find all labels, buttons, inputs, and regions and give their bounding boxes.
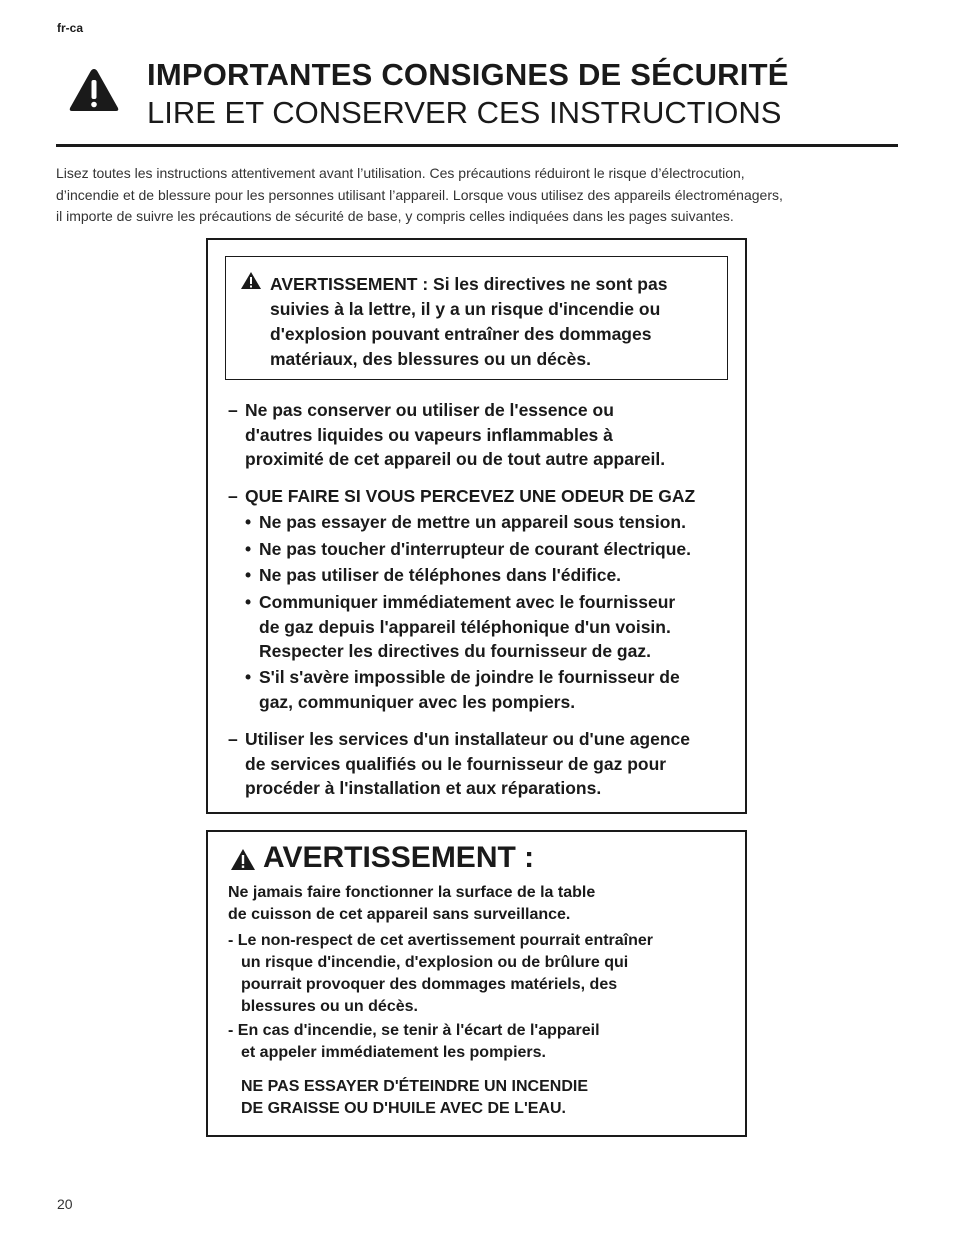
text-line: - Le non-respect de cet avertissement pourrait entraîner — [228, 932, 654, 949]
text-line: et appeler immédiatement les pompiers. — [241, 1044, 546, 1061]
text-line: DE GRAISSE OU D'HUILE AVEC DE L'EAU. — [241, 1100, 566, 1117]
dash-marker: – — [228, 400, 238, 420]
dash-item-installer — [228, 727, 690, 801]
page-number: 20 — [57, 1196, 73, 1212]
text-line: Ne jamais faire fonctionner la surface de la table — [228, 884, 596, 901]
page-subtitle: LIRE ET CONSERVER CES INSTRUCTIONS — [147, 95, 782, 130]
dash-item-gasoline — [228, 398, 665, 472]
cooktop-caps-warning — [241, 1076, 588, 1120]
intro-line: d’incendie et de blessure pour les personnes utilisant l’appareil. Lorsque vous utilisez des appareils électroménagers, — [56, 186, 783, 203]
intro-line: il importe de suivre les précautions de sécurité de base, y compris celles indiquées dans les pages suivantes. — [56, 208, 734, 224]
intro-paragraph — [56, 163, 902, 228]
warning-callout — [225, 256, 728, 380]
bullet-item — [245, 665, 680, 714]
bullet-marker: • — [245, 512, 252, 532]
item-line: procéder à l'installation et aux réparations. — [245, 778, 602, 798]
bullet-line: S'il s'avère impossible de joindre le fournisseur de — [259, 667, 680, 687]
dash-item-gas-smell — [228, 484, 695, 509]
callout-line: suivies à la lettre, il y a un risque d'incendie ou — [270, 299, 661, 319]
bullet-line: Ne pas toucher d'interrupteur de courant électrique. — [259, 539, 692, 559]
header-divider — [56, 144, 898, 147]
cooktop-warning-box — [206, 830, 747, 1137]
dash-marker: – — [228, 486, 238, 506]
bullet-marker: • — [245, 565, 252, 585]
locale-label: fr-ca — [57, 21, 84, 35]
text-line: pourrait provoquer des dommages matériels, des — [241, 976, 618, 993]
callout-line: matériaux, des blessures ou un décès. — [270, 349, 591, 369]
bullet-line: Respecter les directives du fournisseur de gaz. — [259, 641, 651, 661]
item-line: Utiliser les services d'un installateur ou d'une agence — [245, 729, 691, 749]
cooktop-item-consequence — [228, 930, 653, 1018]
warning-triangle-icon — [240, 271, 262, 290]
callout-line: AVERTISSEMENT : Si les directives ne sont pas — [270, 274, 668, 294]
bullet-item — [245, 563, 621, 588]
text-line: blessures ou un décès. — [241, 998, 418, 1015]
item-heading: QUE FAIRE SI VOUS PERCEVEZ UNE ODEUR DE GAZ — [245, 486, 696, 506]
bullet-item — [245, 590, 675, 664]
text-line: un risque d'incendie, d'explosion ou de brûlure qui — [241, 954, 629, 971]
cooktop-item-fire — [228, 1020, 600, 1064]
item-line: Ne pas conserver ou utiliser de l'essence ou — [245, 400, 614, 420]
warning-callout-text — [270, 272, 667, 372]
dash-marker: – — [228, 729, 238, 749]
item-line: de services qualifiés ou le fournisseur de gaz pour — [245, 753, 667, 774]
gas-warning-box — [206, 238, 747, 814]
bullet-item — [245, 510, 686, 535]
warning-heading: AVERTISSEMENT : — [263, 841, 535, 874]
bullet-line: Ne pas essayer de mettre un appareil sous tension. — [259, 512, 686, 532]
bullet-marker: • — [245, 592, 252, 612]
bullet-line: gaz, communiquer avec les pompiers. — [259, 691, 576, 712]
bullet-line: de gaz depuis l'appareil téléphonique d'un voisin. — [259, 616, 671, 637]
item-line: d'autres liquides ou vapeurs inflammables à — [245, 424, 613, 445]
bullet-line: Ne pas utiliser de téléphones dans l'édifice. — [259, 565, 622, 585]
bullet-marker: • — [245, 539, 252, 559]
callout-line: d'explosion pouvant entraîner des dommages — [270, 324, 652, 344]
text-line: de cuisson de cet appareil sans surveillance. — [228, 906, 571, 923]
item-line: proximité de cet appareil ou de tout autre appareil. — [245, 449, 666, 469]
intro-line: Lisez toutes les instructions attentivement avant l’utilisation. Ces précautions réduiront le risque d’électrocution, — [56, 165, 745, 181]
text-line: - En cas d'incendie, se tenir à l'écart de l'appareil — [228, 1022, 600, 1039]
page-title: IMPORTANTES CONSIGNES DE SÉCURITÉ — [147, 57, 789, 92]
warning-triangle-icon — [230, 848, 256, 871]
text-line: NE PAS ESSAYER D'ÉTEINDRE UN INCENDIE — [241, 1078, 588, 1095]
cooktop-intro — [228, 882, 595, 926]
bullet-line: Communiquer immédiatement avec le fournisseur — [259, 592, 676, 612]
bullet-item — [245, 537, 691, 562]
warning-triangle-icon — [68, 67, 120, 113]
bullet-marker: • — [245, 667, 252, 687]
